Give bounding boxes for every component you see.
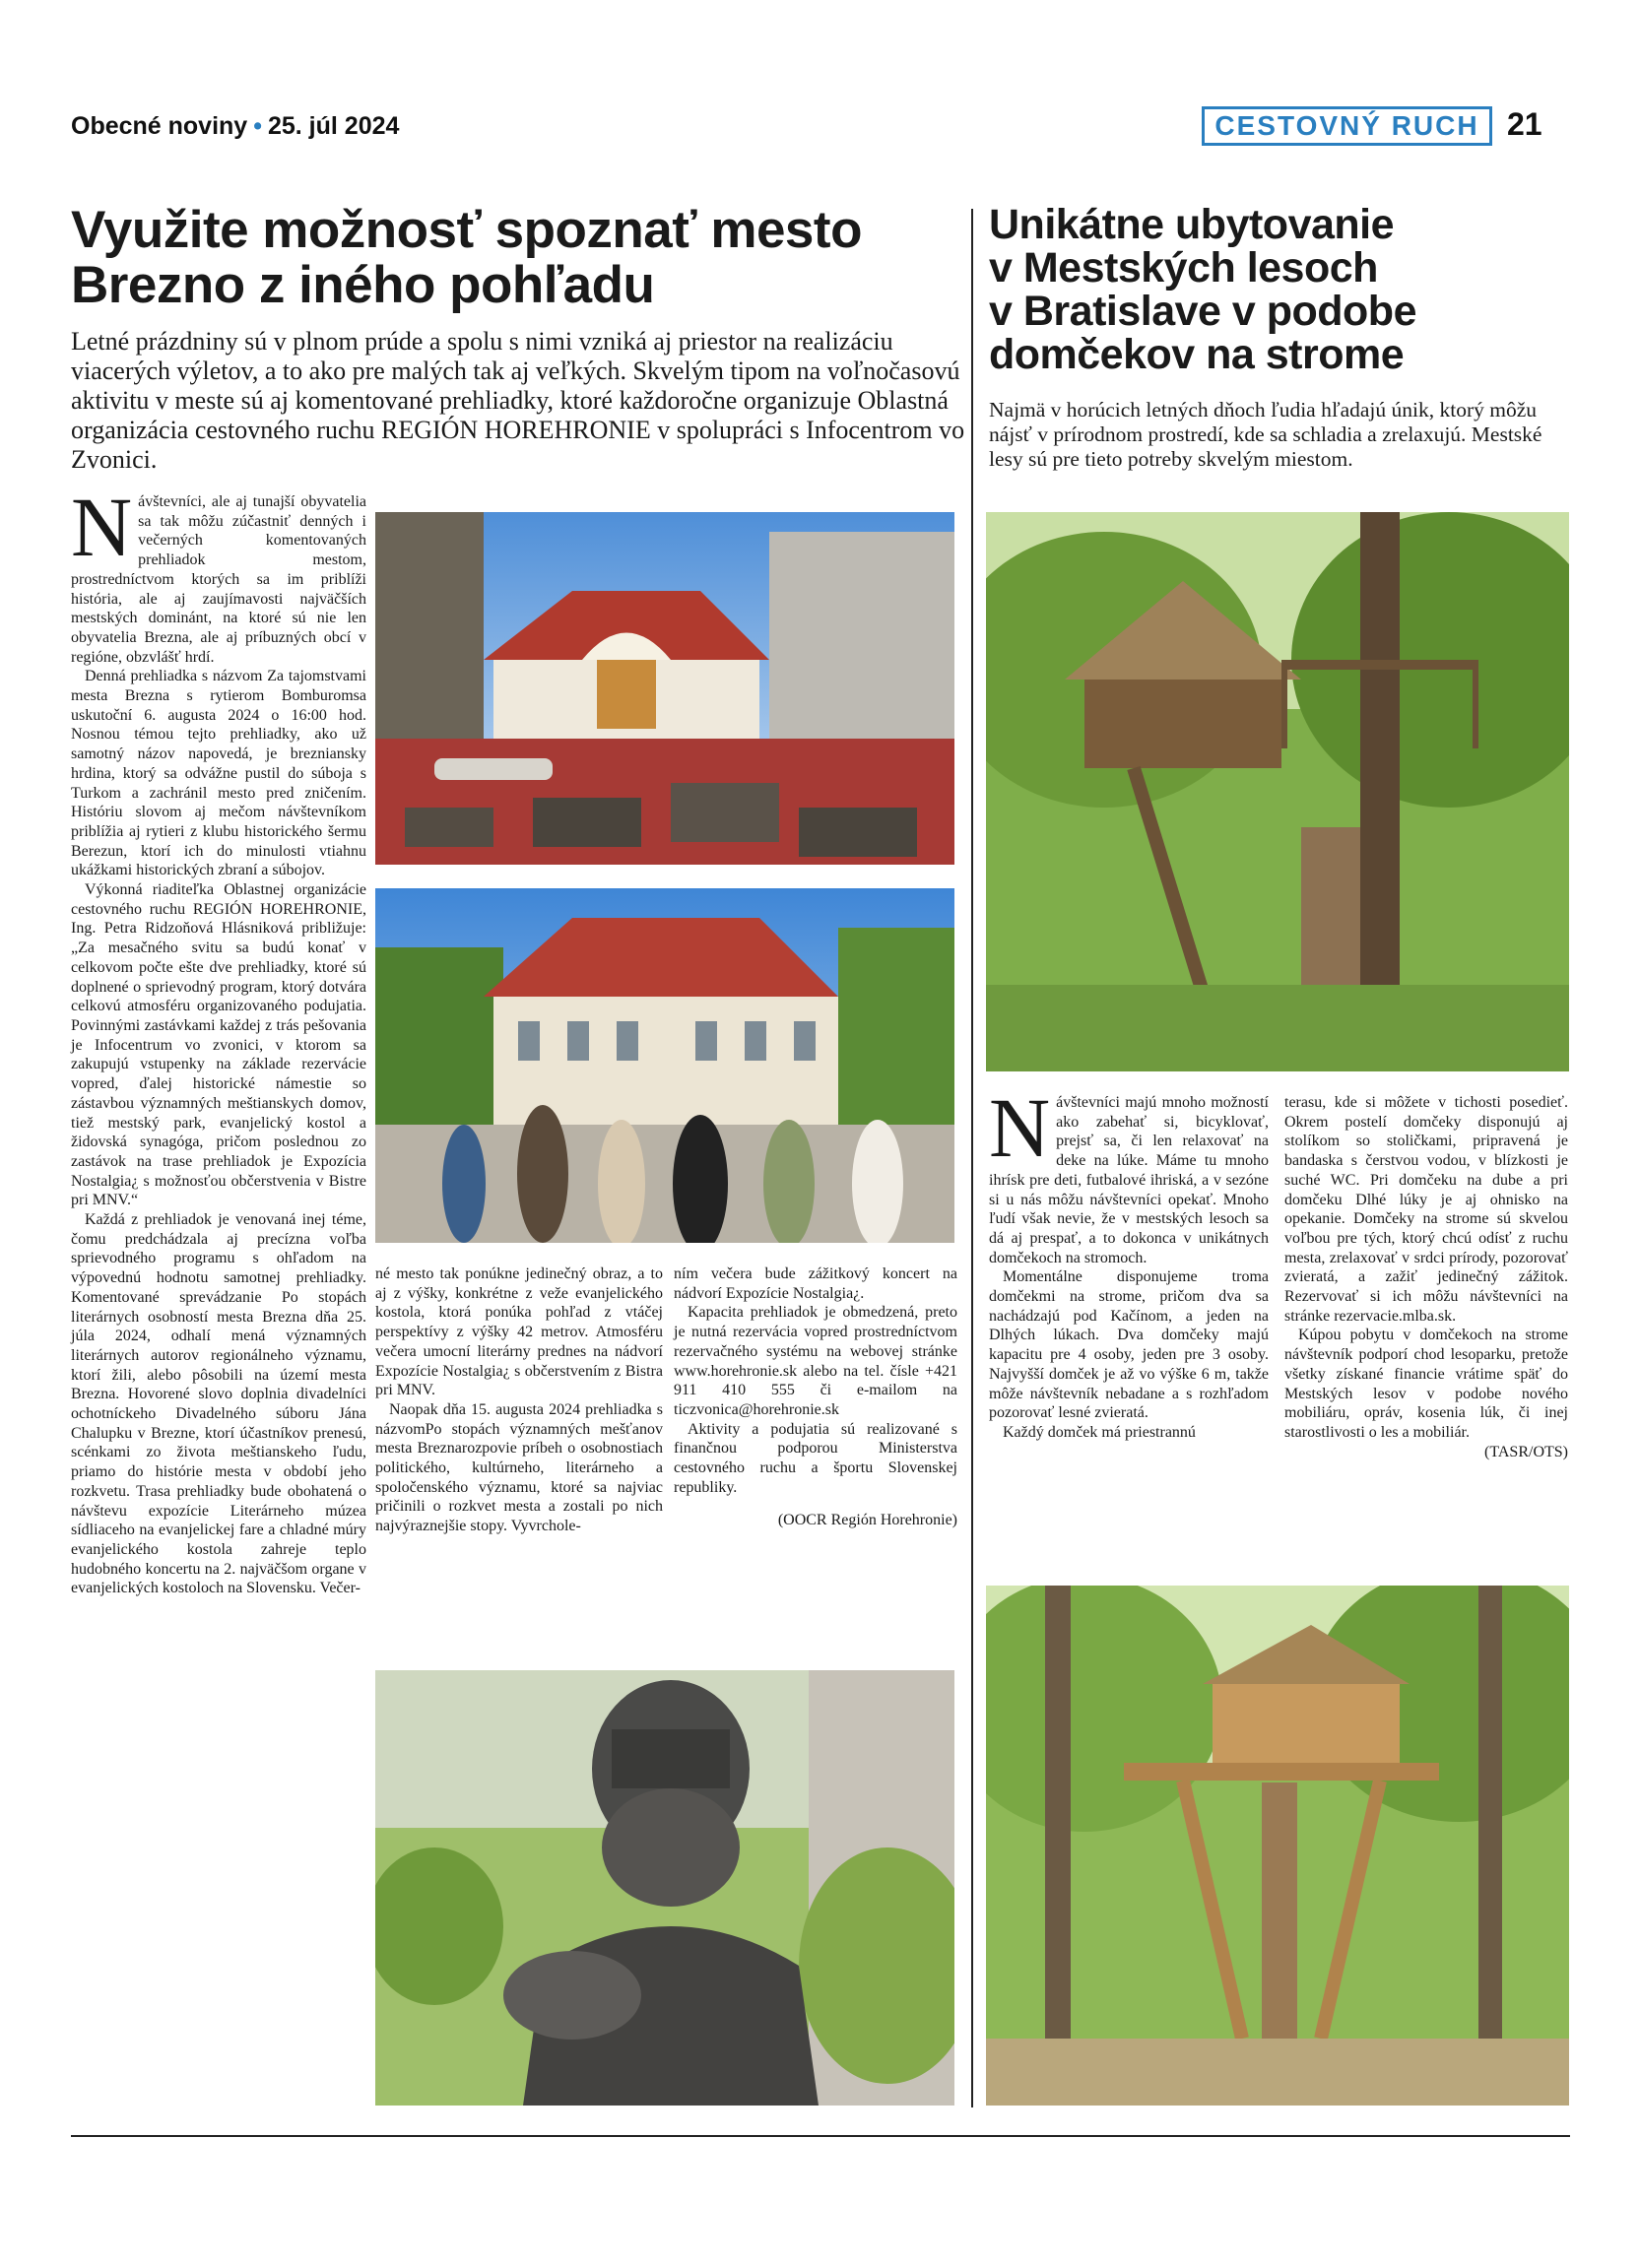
right-title-line-4: domčekov na strome xyxy=(989,331,1405,378)
paragraph: Každá z prehliadok je venovaná inej téme, čomu predchádzala aj precízna voľba sprievodného programu s ohľadom na výpovednú hodnotu samotnej prehliadky. Komentované sprevádzanie Po stopách literárnych osobností mesta Brezna dňa 25. júla 2024, odhalí mená významných literárnych autorov regionálneho významu, ktorí žili, alebo pôsobili na území mesta Brezna. Hovorené slovo doplnia divadelníci ochotníckeho Divadelného súboru Jána Chalupku v Brezne, ktorí účastníkov prenesú, scénkami zo života meštianskeho ľudu, priamo do histórie mesta v období jeho rozkvetu. Trasa prehliadky bude obohatená o návštevu expozície Literárneho múzea sídliaceho na evanjelickej fare a chladné múry evanjelického kostola zahreje teplo hudobného koncertu na 2. najväčšom organe v evanjelických kostoloch na Slovensku. Večer- xyxy=(71,1211,366,1597)
issue-date: 25. júl 2024 xyxy=(267,112,400,140)
masthead-separator: • xyxy=(253,112,262,140)
paragraph: Výkonná riaditeľka Oblastnej organizácie cestovného ruchu REGIÓN HOREHRONIE, Ing. Petra Ridzoňová Hlásniková približuje: „Za mesačného svitu sa budú konať v celkovom počte ešte dve prehliadky, ktoré sú doplnené o sprievodný program, ktorý dotvára celkovú atmosféru organizovaného podujatia. Povinnými zastávkami každej z trás pešovania je Infocentrum vo zvonici, v ktorom sa zakupujú vstupenky na základe rezervácie vopred, ďalej historické námestie so zástavbou významných meštianskych domov, tiež mestský park, evanjelický kostol a židovská synagóga, pričom poslednou zo zastávok na trase prehliadok je Expozícia Nostalgia¿ s možnosťou občerstvenia v Bistre pri MNV.“ xyxy=(71,881,366,1209)
drop-cap: N xyxy=(71,480,133,574)
column-divider xyxy=(971,209,973,2107)
courtyard-illustration xyxy=(375,512,954,865)
left-title-line-2: Brezno z iného pohľadu xyxy=(71,256,655,314)
town-square-illustration xyxy=(375,888,954,1243)
photo-treehouse-1 xyxy=(986,512,1569,1071)
right-title-line-1: Unikátne ubytovanie xyxy=(989,201,1395,248)
drop-cap: N xyxy=(989,1080,1051,1175)
left-article-column-2 xyxy=(375,1264,663,1536)
treehouse-2-illustration xyxy=(986,1586,1569,2106)
bottom-rule xyxy=(71,2135,1570,2137)
paragraph: Aktivity a podujatia sú realizované s finančnou podporou Ministerstva cestovného ruchu a športu Slovenskej republiky. xyxy=(674,1420,957,1496)
photo-town-square xyxy=(375,888,954,1243)
paragraph: terasu, kde si môžete v tichosti posedieť. Okrem postelí domčeky disponujú aj stolíkom so stoličkami, pripravená je bandaska s čerstvou vodou, v blízkosti je suché WC. Pri domčeku na dube a pri domčeku Dlhé lúky je aj ohnisko na opekanie. Domčeky na strome sú skvelou voľbou pre tých, ktorý chcú odísť z ruchu mesta, zrelaxovať v srdci prírody, pozorovať zvieratá, a zažiť jedinečný zážitok. Rezervovať si ich môžu návštevníci na stránke rezervacie.mlba.sk. xyxy=(1284,1094,1568,1325)
left-article-title xyxy=(71,203,957,313)
section-label: CESTOVNÝ RUCH xyxy=(1202,106,1492,146)
masthead xyxy=(71,112,399,141)
page-header xyxy=(71,106,1570,150)
right-title-line-3: v Bratislave v podobe xyxy=(989,288,1416,335)
right-article-column-2 xyxy=(1284,1093,1568,1461)
paragraph: Každý domček má priestrannú xyxy=(1003,1423,1196,1441)
paragraph: ním večera bude zážitkový koncert na nádvorí Expozície Nostalgia¿. xyxy=(674,1265,957,1302)
left-article-lead: Letné prázdniny sú v plnom prúde a spolu s nimi vzniká aj priestor na realizáciu viacerých výletov, a to ako pre malých tak aj veľkých. Skvelým tipom na voľnočasovú aktivitu v meste sú aj komentované prehliadky, ktoré každoročne organizuje Oblastná organizácia cestovného ruchu REGIÓN HOREHRONIE v spolupráci s Infocentrom vo Zvonici. xyxy=(71,327,965,474)
left-article-column-3 xyxy=(674,1264,957,1530)
right-title-line-2: v Mestských lesoch xyxy=(989,244,1378,292)
paragraph-text: ávštevníci majú mnoho možností ako zabehať si, bicyklovať, prejsť sa, či len relaxovať na deke na lúke. Máme tu mnoho ihrísk pre deti, futbalové ihriská, a v sezóne si u nás môžu návštevníci opekať. Mnoho ľudí však nevie, že v mestských lesoch sa dá aj prespať, a to dokonca v unikátnych domčekoch na stromoch. xyxy=(989,1094,1269,1266)
paragraph: Kapacita prehliadok je obmedzená, preto je nutná rezervácia vopred prostredníctvom rezervačného systému na webovej stránke www.horehronie.sk alebo na tel. čísle +421 911 410 555 či e-mailom na ticzvonica@horehronie.sk xyxy=(674,1304,957,1418)
paragraph: Kúpou pobytu v domčekoch na strome návštevník podporí chod lesoparku, pretože všetky získané financie vrátime späť do Mestských lesov v podobe nového mobiliáru, opráv, kosenia lúk, či inej starostlivosti o les a mobiliár. xyxy=(1284,1327,1568,1441)
paragraph: Denná prehliadka s názvom Za tajomstvami mesta Brezna s rytierom Bomburomsa uskutoční 6. augusta 2024 o 16:00 hod. Nosnou témou tejto prehliadky, ako už samotný názov napovedá, je brezniansky hrdina, ktorý sa odvážne pustil do súboja s Turkom a zachránil mesto pred zničením. Históriu slovom aj mečom návštevníkom priblížia aj rytieri z klubu historického šermu Berezun, ktorí ich do minulosti vtiahnu ukážkami historických zbraní a súbojov. xyxy=(71,668,366,879)
left-article-column-1 xyxy=(71,480,366,1598)
paragraph-text: ávštevníci, ale aj tunajší obyvatelia sa tak môžu zúčastniť denných i večerných komentovaných prehliadok mestom, prostredníctvom ktorých sa im priblíži história, ale aj zaujímavosti najväčších mestských dominánt, na ktoré sú nie len obyvatelia Brezna, ale aj príbuzných obcí v regióne, obzvlášť hrdí. xyxy=(71,493,366,666)
left-title-line-1: Využite možnosť spoznať mesto xyxy=(71,201,862,259)
right-article-signature: (TASR/OTS) xyxy=(1484,1443,1568,1460)
paragraph xyxy=(989,1080,1269,1267)
treehouse-1-illustration xyxy=(986,512,1569,1071)
photo-knight-statue xyxy=(375,1670,954,2106)
photo-treehouse-2 xyxy=(986,1586,1569,2106)
right-article-title xyxy=(989,203,1570,376)
photo-courtyard xyxy=(375,512,954,865)
paragraph: Naopak dňa 15. augusta 2024 prehliadka s názvomPo stopách významných mešťanov mesta Breznarozpovie príbeh o osobnostiach politického, kultúrneho, literárneho a spoločenského významu, ktoré sa najviac pričinili o rozkvet mesta a zostali po nich najvýraznejšie stopy. Vyvrchole- xyxy=(375,1400,663,1535)
paragraph xyxy=(71,480,366,667)
paragraph: Momentálne disponujeme troma domčekmi na strome, pričom dva sa nachádzajú pod Kačínom, a jeden na Dlhých lúkach. Dva domčeky majú kapacitu pre 4 osoby, jeden pre 3 osoby. Najvyšší domček je až vo výške 6 m, takže môže návštevník nebadane a s rozhľadom pozorovať lesné zvieratá. xyxy=(989,1268,1269,1422)
paragraph: né mesto tak ponúkne jedinečný obraz, a to aj z výšky, konkrétne z veže evanjelického kostola, ktorá ponúka pohľad z vtáčej perspektívy z výšky 42 metrov. Atmosféru večera umocní literárny prednes na nádvorí Expozície Nostalgia¿ s občerstvením z Bistra pri MNV. xyxy=(375,1265,663,1399)
right-article-lead: Najmä v horúcich letných dňoch ľudia hľadajú únik, ktorý môžu nájsť v prírodnom prostredí, kde sa schladia a zrelaxujú. Mestské lesy sú pre tieto potreby skvelým miestom. xyxy=(989,398,1542,471)
page-number: 21 xyxy=(1507,106,1542,142)
publication-name: Obecné noviny xyxy=(71,112,248,140)
knight-statue-illustration xyxy=(375,1670,954,2106)
right-article-column-1 xyxy=(989,1080,1269,1443)
left-article-signature: (OOCR Región Horehronie) xyxy=(777,1512,957,1529)
